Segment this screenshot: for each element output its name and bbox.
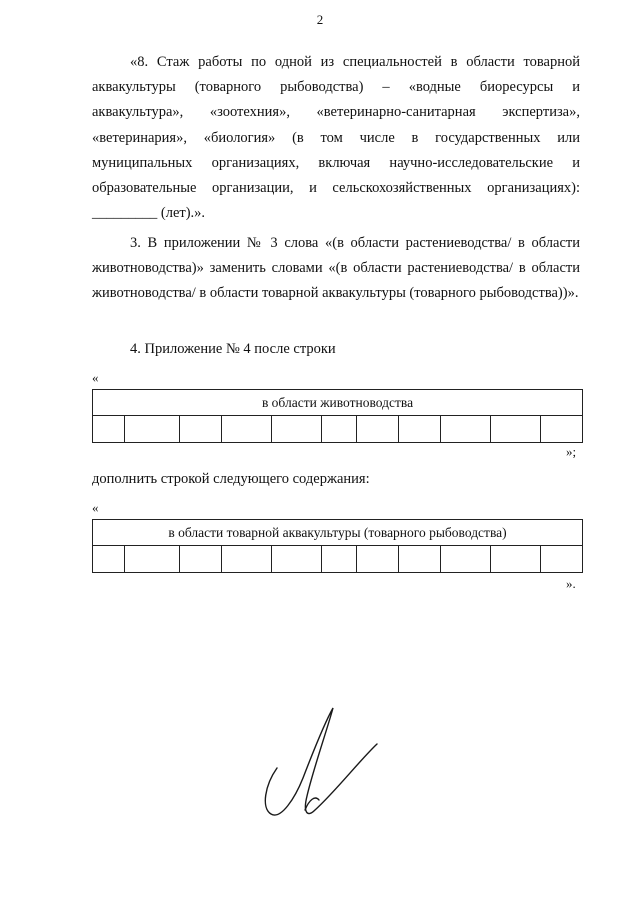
table-cell <box>441 416 491 443</box>
table-cell <box>180 416 222 443</box>
closing-quote-2: ». <box>566 576 576 591</box>
table-cell <box>541 416 583 443</box>
table-cell <box>93 546 125 573</box>
table-cell <box>222 416 272 443</box>
table-cell <box>357 416 399 443</box>
closing-quote-1: »; <box>566 444 577 459</box>
table-cell <box>125 416 180 443</box>
page-number: 2 <box>316 12 324 27</box>
table-cell <box>322 416 357 443</box>
table-cell <box>180 546 222 573</box>
table-row <box>93 546 583 573</box>
table-cell <box>93 416 125 443</box>
table-cell <box>272 416 322 443</box>
table-cell <box>491 416 541 443</box>
table-cell <box>322 546 357 573</box>
paragraph-item-4: 4. Приложение № 4 после строки <box>130 341 336 357</box>
table-cell <box>272 546 322 573</box>
table-cell <box>441 546 491 573</box>
aquaculture-table <box>92 519 583 573</box>
livestock-table-header: в области животноводства <box>93 390 583 416</box>
paragraph-item-8: «8. Стаж работы по одной из специальностей в области товарной аквакультуры (товарного рыбоводства) – «водные биоресурсы и аквакультура», «зоотехния», «ветеринарно-санитарная экспертиза», «ветеринария», «биология» (в том числе в государственных или муниципальных организациях, включая научно-исследовательские и образовательные организации, и сельскохозяйственных организациях): _________ (лет).». <box>92 54 580 222</box>
aquaculture-table-header: в области товарной аквакультуры (товарного рыбоводства) <box>93 520 583 546</box>
opening-quote-1: « <box>92 370 99 385</box>
table-cell <box>399 416 441 443</box>
opening-quote-2: « <box>92 500 99 515</box>
table-cell <box>357 546 399 573</box>
signature <box>255 700 395 830</box>
livestock-table <box>92 389 583 443</box>
table-cell <box>399 546 441 573</box>
table-row <box>93 416 583 443</box>
table-cell <box>541 546 583 573</box>
table-cell <box>125 546 180 573</box>
table-cell <box>222 546 272 573</box>
table-cell <box>491 546 541 573</box>
paragraph-item-3: 3. В приложении № 3 слова «(в области растениеводства/ в области животноводства)» заменить словами «(в области растениеводства/ в области животноводства/ в области товарной аквакультуры (товарного рыбоводства))». <box>92 235 580 302</box>
paragraph-add-line: дополнить строкой следующего содержания: <box>92 471 370 487</box>
